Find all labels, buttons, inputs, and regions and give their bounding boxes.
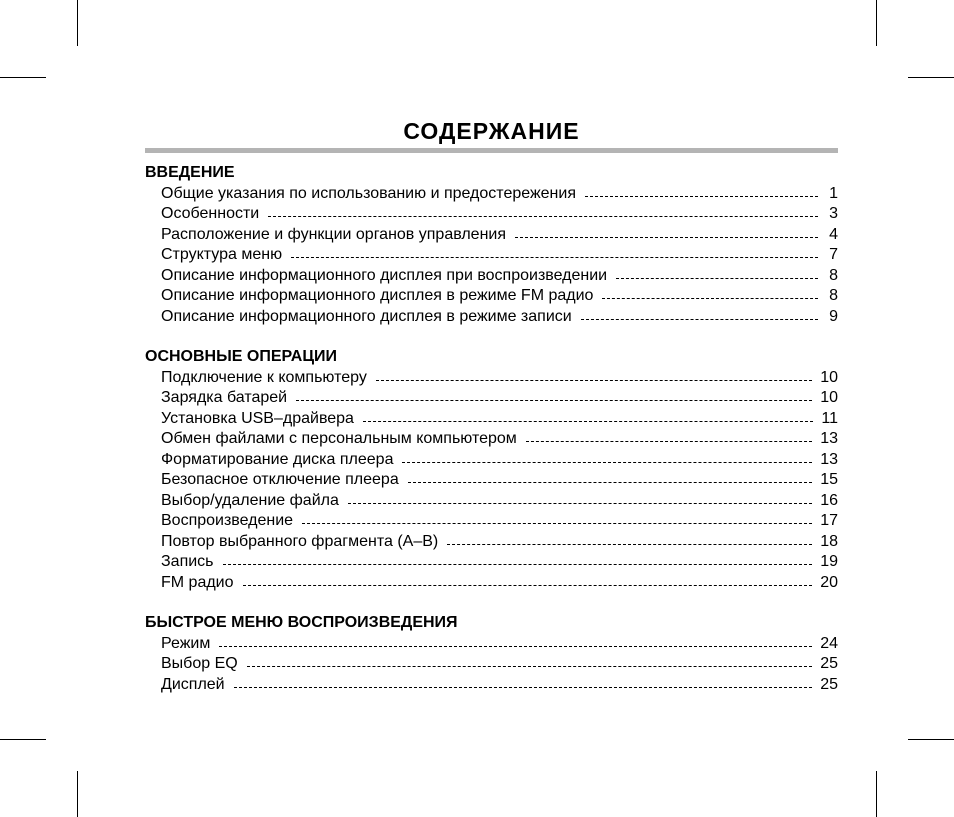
title-underline-rule	[145, 148, 838, 153]
toc-entry-page-number: 25	[820, 675, 838, 693]
toc-entry[interactable]	[145, 450, 838, 471]
toc-entry-page-number: 8	[829, 287, 838, 304]
crop-mark-top-left-vertical	[77, 0, 78, 46]
toc-entry-page-number: 11	[821, 409, 838, 427]
toc-entry[interactable]	[145, 245, 838, 266]
toc-entry-page-number: 15	[820, 471, 838, 488]
toc-entry[interactable]	[145, 307, 838, 328]
toc-entry-label: Безопасное отключение плеера	[161, 471, 399, 488]
toc-entry[interactable]	[145, 552, 838, 573]
toc-entry-page-number: 13	[820, 450, 838, 468]
toc-entry[interactable]	[145, 470, 838, 491]
toc-entry-label: Форматирование диска плеера	[161, 450, 394, 468]
toc-entry-label: Структура меню	[161, 246, 283, 263]
toc-entry-label: Общие указания по использованию и предостережения	[161, 184, 576, 202]
toc-entry[interactable]	[145, 511, 838, 532]
toc-entry-label: Описание информационного дисплея при воспроизведении	[161, 266, 608, 284]
toc-entry-label: Описание информационного дисплея в режиме FM радио	[161, 287, 594, 304]
toc-entry[interactable]	[145, 573, 838, 594]
toc-entry-label: Режим	[161, 634, 211, 652]
toc-entry[interactable]	[145, 675, 838, 696]
crop-mark-bottom-right-vertical	[876, 771, 877, 817]
toc-section	[145, 163, 838, 327]
toc-dotted-leader	[234, 687, 813, 688]
toc-entry-label: Подключение к компьютеру	[161, 368, 367, 386]
toc-dotted-leader	[223, 564, 813, 565]
toc-dotted-leader	[447, 544, 812, 545]
toc-entry[interactable]	[145, 368, 838, 389]
toc-entry[interactable]	[145, 634, 838, 655]
toc-section-heading: БЫСТРОЕ МЕНЮ ВОСПРОИЗВЕДЕНИЯ	[145, 614, 458, 631]
toc-dotted-leader	[291, 257, 818, 258]
toc-section	[145, 347, 838, 593]
toc-entry-list	[145, 368, 838, 594]
toc-entry-page-number: 10	[820, 389, 838, 406]
toc-entry[interactable]	[145, 532, 838, 553]
toc-entry-page-number: 10	[820, 368, 838, 386]
toc-section	[145, 613, 838, 695]
crop-mark-top-left-horizontal	[0, 77, 46, 78]
toc-dotted-leader	[602, 298, 818, 299]
toc-dotted-leader	[526, 441, 812, 442]
toc-entry[interactable]	[145, 184, 838, 205]
toc-dotted-leader	[585, 196, 818, 197]
toc-entry-page-number: 18	[820, 532, 838, 550]
toc-dotted-leader	[247, 666, 813, 667]
toc-dotted-leader	[616, 278, 818, 279]
crop-mark-bottom-left-vertical	[77, 771, 78, 817]
toc-dotted-leader	[581, 319, 818, 320]
toc-entry-page-number: 3	[829, 205, 838, 222]
toc-entry[interactable]	[145, 491, 838, 512]
toc-dotted-leader	[408, 482, 812, 483]
toc-entry-label: Запись	[161, 553, 214, 570]
toc-section-heading: ВВЕДЕНИЕ	[145, 164, 235, 181]
toc-dotted-leader	[348, 503, 812, 504]
toc-entry-label: Обмен файлами с персональным компьютером	[161, 430, 517, 447]
toc-entry-list	[145, 634, 838, 696]
toc-entry[interactable]	[145, 429, 838, 450]
toc-dotted-leader	[515, 237, 818, 238]
toc-entry-list	[145, 184, 838, 328]
crop-mark-top-right-horizontal	[908, 77, 954, 78]
toc-entry-page-number: 19	[820, 553, 838, 570]
crop-mark-top-right-vertical	[876, 0, 877, 46]
toc-entry[interactable]	[145, 266, 838, 287]
toc-entry-label: Выбор/удаление файла	[161, 491, 339, 509]
page-title: СОДЕРЖАНИЕ	[403, 118, 580, 144]
toc-entry[interactable]	[145, 409, 838, 430]
toc-entry-page-number: 7	[829, 246, 838, 263]
toc-entry-label: Выбор EQ	[161, 655, 238, 672]
toc-entry-page-number: 20	[820, 573, 838, 591]
crop-mark-bottom-left-horizontal	[0, 739, 46, 740]
toc-entry-page-number: 25	[820, 655, 838, 672]
toc-entry-page-number: 24	[820, 634, 838, 652]
toc-entry-page-number: 8	[829, 266, 838, 284]
toc-entry-label: Расположение и функции органов управления	[161, 225, 507, 243]
toc-entry[interactable]	[145, 388, 838, 409]
toc-dotted-leader	[296, 400, 812, 401]
table-of-contents	[145, 163, 838, 695]
toc-entry[interactable]	[145, 225, 838, 246]
toc-entry[interactable]	[145, 286, 838, 307]
toc-entry-label: FM радио	[161, 573, 234, 591]
toc-entry-page-number: 16	[820, 491, 838, 509]
toc-section-heading: ОСНОВНЫЕ ОПЕРАЦИИ	[145, 348, 338, 365]
toc-dotted-leader	[376, 380, 812, 381]
toc-entry-page-number: 1	[829, 184, 838, 202]
toc-dotted-leader	[363, 421, 813, 422]
toc-entry-label: Воспроизведение	[161, 512, 294, 529]
toc-entry-label: Повтор выбранного фрагмента (A–B)	[161, 532, 439, 550]
toc-dotted-leader	[219, 646, 812, 647]
toc-entry-label: Дисплей	[161, 675, 225, 693]
toc-dotted-leader	[302, 523, 812, 524]
toc-entry-label: Описание информационного дисплея в режиме записи	[161, 307, 572, 325]
toc-dotted-leader	[402, 462, 812, 463]
toc-dotted-leader	[268, 216, 818, 217]
toc-entry-label: Зарядка батарей	[161, 389, 288, 406]
toc-entry-page-number: 17	[820, 512, 838, 529]
crop-mark-bottom-right-horizontal	[908, 739, 954, 740]
toc-entry-label: Особенности	[161, 205, 260, 222]
toc-entry-page-number: 9	[829, 307, 838, 325]
toc-dotted-leader	[243, 585, 813, 586]
toc-entry-page-number: 13	[820, 430, 838, 447]
toc-entry-label: Установка USB–драйвера	[161, 409, 354, 427]
toc-entry[interactable]	[145, 204, 838, 225]
toc-entry-page-number: 4	[829, 225, 838, 243]
toc-entry[interactable]	[145, 654, 838, 675]
